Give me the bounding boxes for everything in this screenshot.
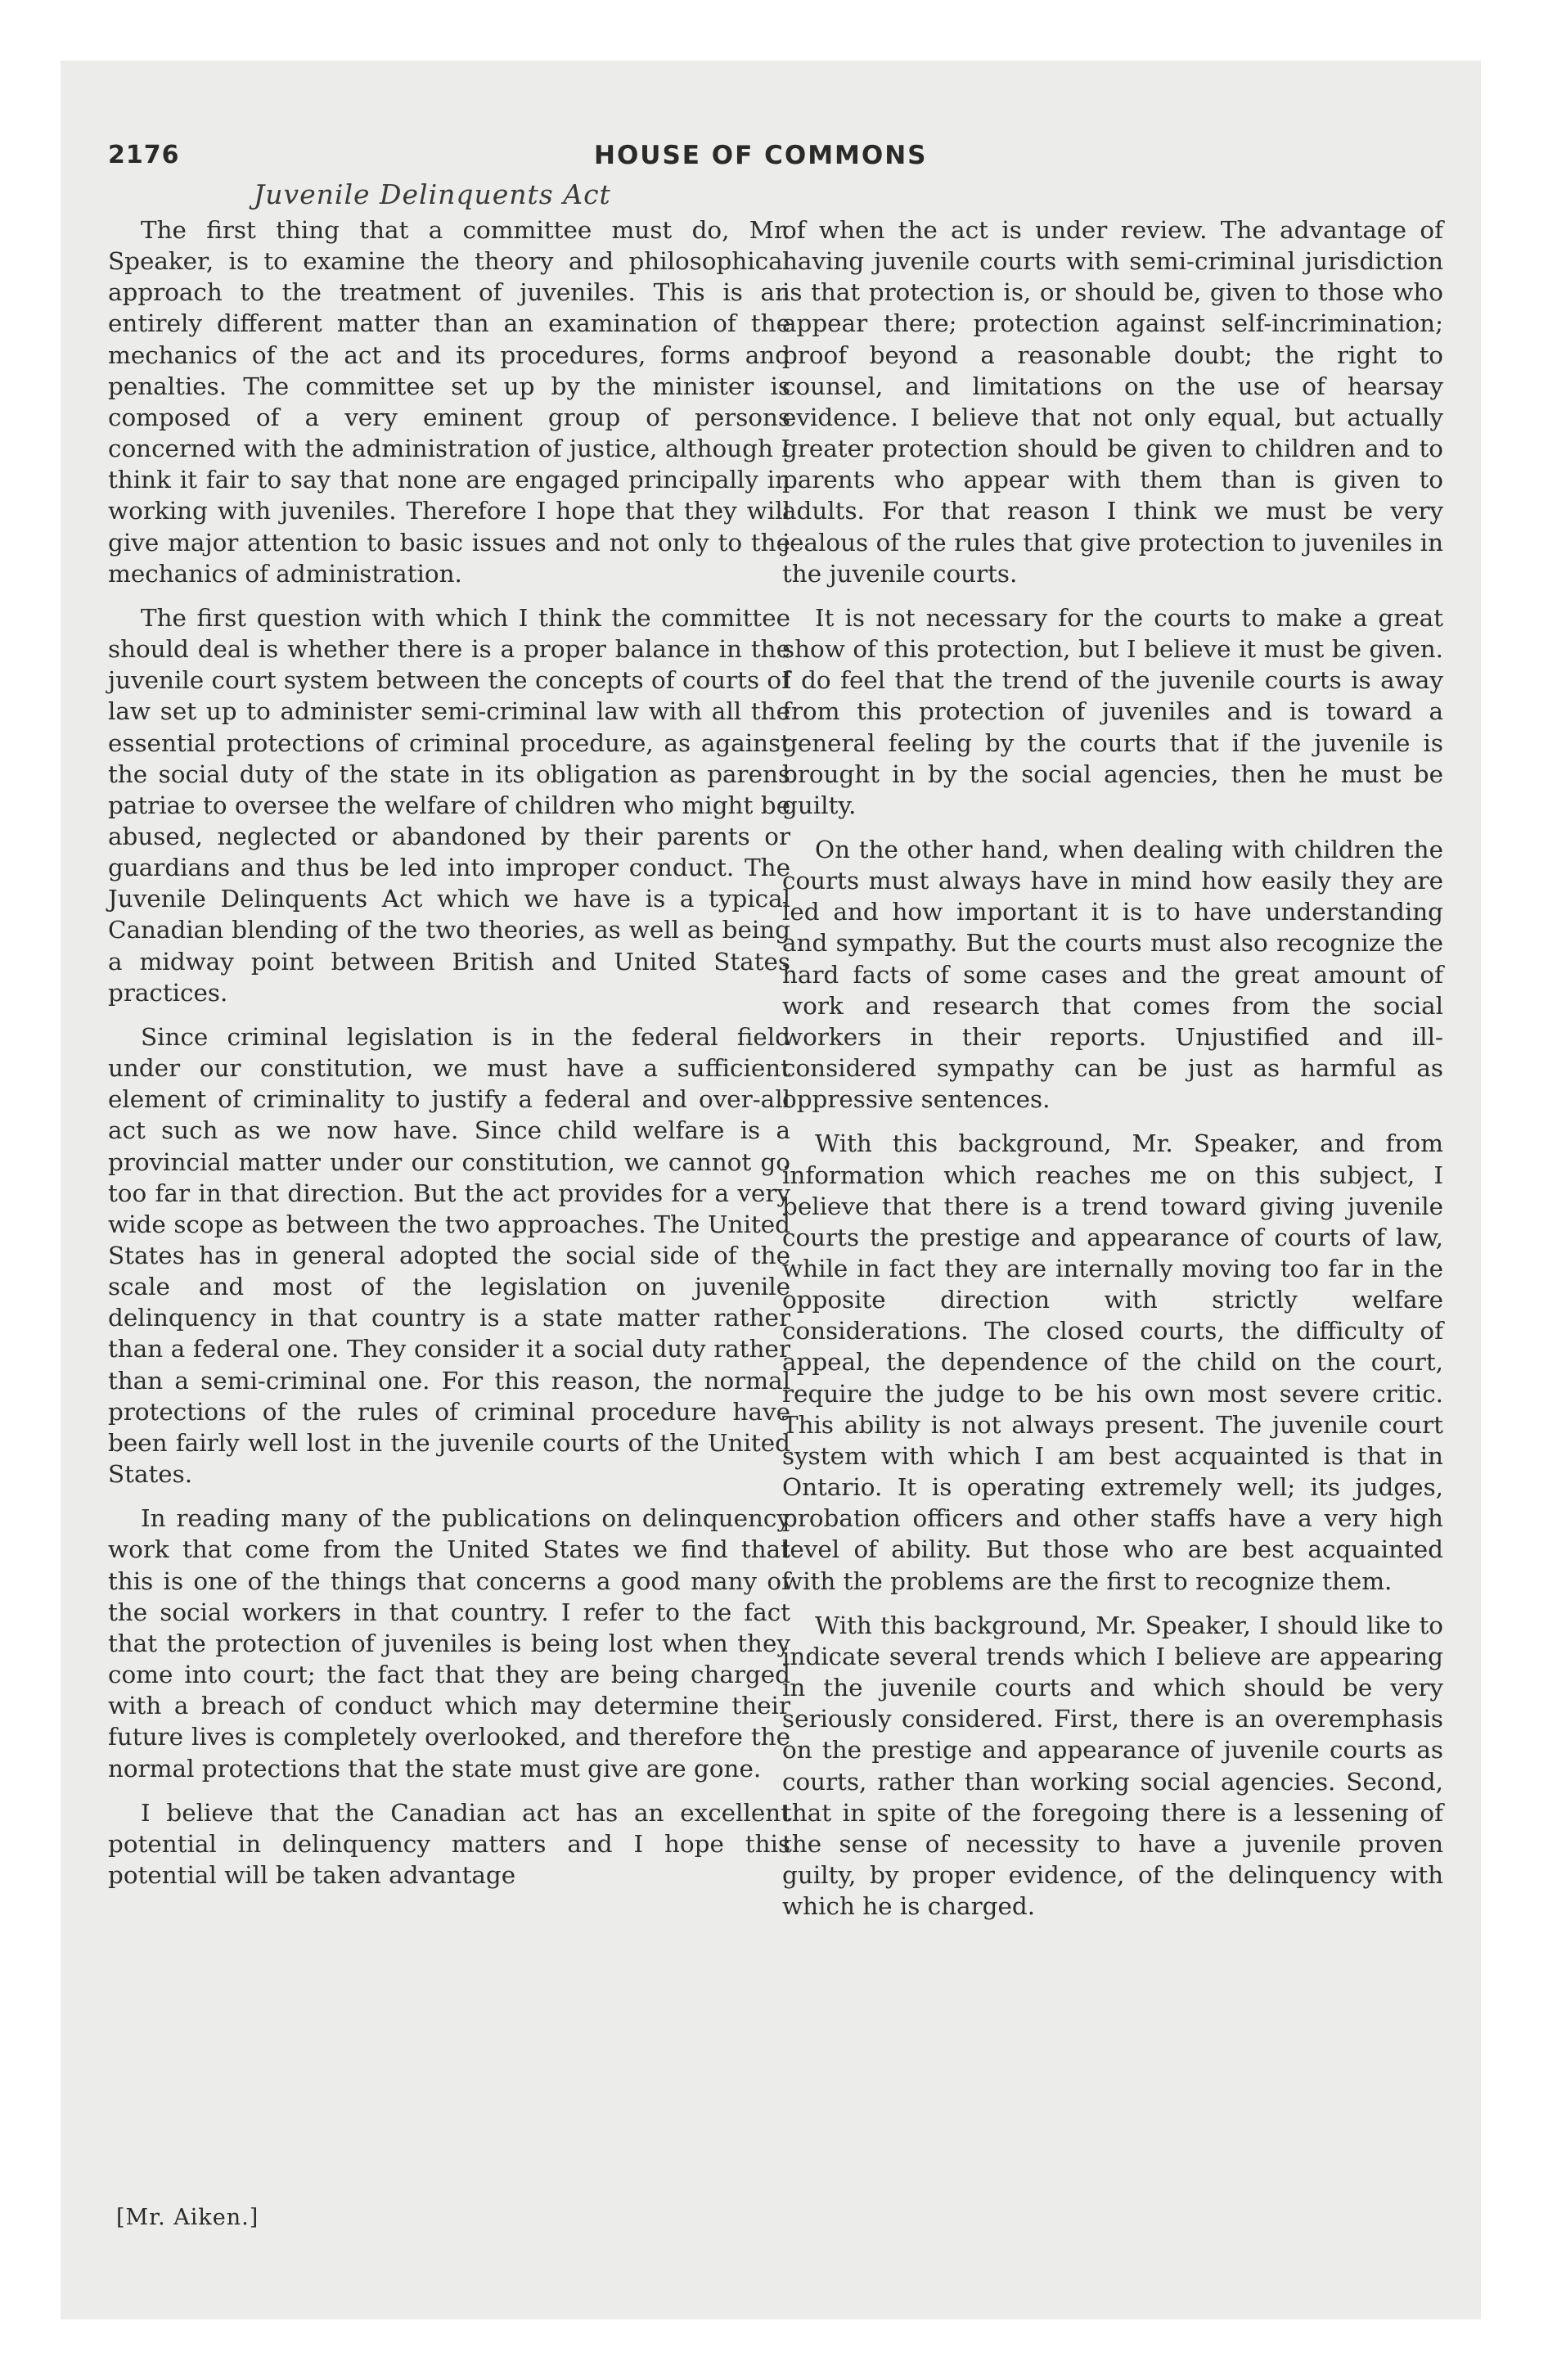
- paragraph: With this background, Mr. Speaker, I should like to indicate several trends which I believe are appearing in the juvenile courts and which should be very seriously considered. First, there is an overemphasis on the prestige and appearance of juvenile courts as courts, rather than working social agencies. Second, that in spite of the foregoing there is a lessening of the sense of necessity to have a juvenile proven guilty, by proper evidence, of the delinquency with which he is charged.: [782, 1611, 1443, 1921]
- paragraph: With this background, Mr. Speaker, and from information which reaches me on this subject, I believe that there is a trend toward giving juvenile courts the prestige and appearance of courts of law, while in fact they are internally moving too far in the opposite direction with strictly welfare considerations. The closed courts, the difficulty of appeal, the dependence of the child on the court, require the judge to be his own most severe critic. This ability is not always present. The juvenile court system with which I am best acquainted is that in Ontario. It is operating extremely well; its judges, probation officers and other staffs have a very high level of ability. But those who are best acquainted with the problems are the first to recognize them.: [782, 1129, 1443, 1595]
- paragraph: Since criminal legislation is in the federal field under our constitution, we must have a sufficient element of criminality to justify a federal and over-all act such as we now have. Since child welfare is a provincial matter under our constitution, we cannot go too far in that direction. But the act provides for a very wide scope as between the two approaches. The United States has in general adopted the social side of the scale and most of the legislation on juvenile delinquency in that country is a state matter rather than a federal one. They consider it a social duty rather than a semi-criminal one. For this reason, the normal protections of the rules of criminal procedure have been fairly well lost in the juvenile courts of the United States.: [108, 1022, 790, 1489]
- paragraph: In reading many of the publications on delinquency work that come from the United States we find that this is one of the things that concerns a good many of the social workers in that country. I refer to the fact that the protection of juveniles is being lost when they come into court; the fact that they are being charged with a breach of conduct which may determine their future lives is completely overlooked, and therefore the normal protections that the state must give are gone.: [108, 1504, 790, 1783]
- paragraph: It is not necessary for the courts to make a great show of this protection, but I believe it must be given. I do feel that the trend of the juvenile courts is away from this protection of juveniles and is toward a general feeling by the courts that if the juvenile is brought in by the social agencies, then he must be guilty.: [782, 603, 1443, 819]
- left-column: [108, 214, 790, 1904]
- right-column: [782, 214, 1443, 1935]
- paragraph: I believe that the Canadian act has an excellent potential in delinquency matters and I hope this potential will be taken advantage: [108, 1798, 790, 1889]
- paragraph: The first thing that a committee must do, Mr. Speaker, is to examine the theory and philosophical approach to the treatment of juveniles. This is an entirely different matter than an examination of the mechanics of the act and its procedures, forms and penalties. The committee set up by the minister is composed of a very eminent group of persons concerned with the administration of justice, although I think it fair to say that none are engaged principally in working with juveniles. Therefore I hope that they will give major attention to basic issues and not only to the mechanics of administration.: [108, 216, 790, 588]
- paragraph: On the other hand, when dealing with children the courts must always have in mind how easily they are led and how important it is to have understanding and sympathy. But the courts must also recognize the hard facts of some cases and the great amount of work and research that comes from the social workers in their reports. Unjustified and ill-considered sympathy can be just as harmful as oppressive sentences.: [782, 835, 1443, 1114]
- speaker-footnote: [Mr. Aiken.]: [116, 2205, 259, 2230]
- paragraph-continued: of when the act is under review. The advantage of having juvenile courts with semi-criminal jurisdiction is that protection is, or should be, given to those who appear there; protection against self-incrimination; proof beyond a reasonable doubt; the right to counsel, and limitations on the use of hearsay evidence. I believe that not only equal, but actually greater protection should be given to children and to parents who appear with them than is given to adults. For that reason I think we must be very jealous of the rules that give protection to juveniles in the juvenile courts.: [782, 216, 1443, 588]
- section-subtitle: Juvenile Delinquents Act: [254, 178, 611, 210]
- paragraph: The first question with which I think the committee should deal is whether there is a proper balance in the juvenile court system between the concepts of courts of law set up to administer semi-criminal law with all the essential protections of criminal procedure, as against the social duty of the state in its obligation as parens patriae to oversee the welfare of children who might be abused, neglected or abandoned by their parents or guardians and thus be led into improper conduct. The Juvenile Delinquents Act which we have is a typical Canadian blending of the two theories, as well as being a midway point between British and United States practices.: [108, 603, 790, 1007]
- page-number: 2176: [108, 141, 180, 169]
- page-title: HOUSE OF COMMONS: [594, 141, 928, 170]
